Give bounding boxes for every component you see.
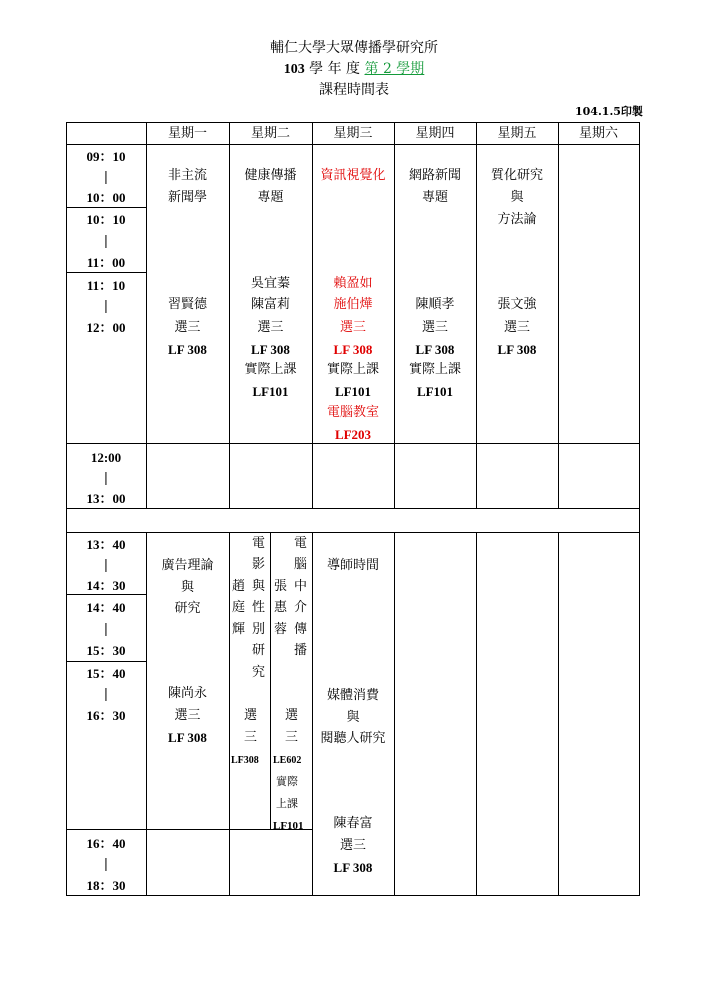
course-room-actual: LF101 [334, 384, 372, 399]
course-teacher-char: 庭 [232, 600, 246, 615]
year-number: 103 [283, 62, 305, 77]
course-teacher: 陳春富 [333, 816, 373, 831]
course-teacher: 陳富莉 [250, 297, 290, 312]
row-line [66, 594, 147, 595]
course-room: LF 308 [168, 342, 207, 357]
time-end: 14：30 [86, 578, 126, 593]
course-title: 專題 [421, 190, 448, 205]
course-type: 選三 [257, 320, 284, 335]
col-line [558, 533, 559, 896]
course-room-actual: LF101 [273, 820, 304, 832]
year-suffix: 學 年 度 [309, 61, 361, 77]
time-end: 16：30 [86, 708, 126, 723]
course-room-actual: LF101 [416, 384, 454, 399]
course-note: 實際上課 [244, 362, 297, 377]
time-end: 10：00 [86, 190, 126, 205]
time-start: 09：10 [86, 149, 126, 164]
course-title: 與 [180, 580, 194, 595]
course-title-char: 中 [294, 579, 308, 594]
time-end: 13：00 [86, 491, 126, 506]
course-teacher-char: 蓉 [274, 622, 288, 637]
col-line [558, 122, 559, 509]
course-title-char: 與 [252, 579, 266, 594]
border-top [66, 122, 640, 123]
time-start: 14：40 [86, 600, 126, 615]
course-title: 閱聽人研究 [320, 731, 386, 746]
course-room-lab: LF203 [334, 427, 372, 442]
course-title-char: 傳 [294, 622, 308, 637]
row-line [66, 532, 640, 533]
border-right [639, 122, 640, 896]
time-end: 11：00 [86, 255, 126, 270]
course-type: 選三 [339, 320, 366, 335]
course-title-char: 影 [252, 557, 266, 572]
col-line [229, 533, 230, 896]
time-start: 11：10 [86, 278, 126, 293]
time-sep: | [103, 471, 109, 486]
row-line [66, 272, 147, 273]
course-teacher: 陳順孝 [415, 297, 455, 312]
course-room-actual: LF101 [252, 384, 289, 399]
course-title: 非主流 [167, 168, 207, 183]
course-title-char: 介 [294, 600, 308, 615]
course-type-char: 三 [244, 730, 258, 745]
course-room: LF 308 [333, 342, 373, 357]
course-room: LE602 [273, 755, 302, 766]
course-title-char: 腦 [294, 557, 308, 572]
time-sep: | [103, 857, 109, 872]
row-line [66, 508, 640, 509]
course-title: 專題 [257, 190, 284, 205]
course-note-lab: 電腦教室 [326, 405, 379, 420]
day-header-thu: 星期四 [415, 126, 455, 141]
course-title: 新聞學 [167, 190, 207, 205]
course-room: LF 308 [251, 342, 290, 357]
row-line [66, 144, 640, 145]
course-note: 實際上課 [408, 362, 461, 377]
col-line [476, 533, 477, 896]
course-title: 與 [346, 710, 360, 725]
course-teacher-char: 張 [274, 579, 288, 594]
day-header-tue: 星期二 [250, 126, 290, 141]
course-title: 質化研究 [490, 168, 543, 183]
day-header-sat: 星期六 [578, 126, 618, 141]
semester-number: 第 2 學期 [364, 61, 425, 77]
course-room: LF 308 [333, 860, 373, 875]
course-title: 健康傳播 [244, 168, 297, 183]
time-sep: | [103, 170, 109, 185]
course-type-char: 選 [285, 708, 299, 723]
course-type-char: 三 [285, 730, 299, 745]
course-room: LF 308 [168, 730, 207, 745]
time-start: 16：40 [86, 836, 126, 851]
course-title-char: 電 [294, 536, 308, 551]
border-bottom [66, 895, 640, 896]
course-title-char: 電 [252, 536, 266, 551]
course-title-char: 究 [252, 665, 266, 680]
course-room: LF308 [231, 755, 259, 766]
row-line [66, 443, 640, 444]
time-sep: | [103, 622, 109, 637]
time-end: 12：00 [86, 320, 126, 335]
time-start: 12:00 [90, 450, 122, 465]
course-room: LF 308 [415, 342, 455, 357]
course-type: 選三 [174, 708, 201, 723]
time-sep: | [103, 299, 109, 314]
col-line [270, 533, 271, 830]
row-line [66, 829, 147, 830]
schedule-title: 課程時間表 [319, 82, 389, 98]
office-hours: 導師時間 [326, 558, 379, 573]
col-line [394, 533, 395, 896]
course-title: 廣告理論 [161, 558, 214, 573]
course-teacher: 張文強 [497, 297, 537, 312]
row-line [66, 207, 147, 208]
course-teacher-char: 輝 [232, 622, 246, 637]
time-sep: | [103, 558, 109, 573]
course-type: 選三 [174, 320, 201, 335]
course-title-char: 播 [294, 643, 308, 658]
course-room: LF 308 [497, 342, 537, 357]
course-teacher-char: 趙 [232, 579, 246, 594]
time-start: 15：40 [86, 666, 126, 681]
course-teacher-char: 惠 [274, 600, 288, 615]
course-title: 資訊視覺化 [320, 168, 386, 183]
day-header-fri: 星期五 [497, 126, 537, 141]
time-start: 10：10 [86, 212, 126, 227]
row-line [66, 661, 147, 662]
course-note: 實際 [276, 775, 298, 788]
time-sep: | [103, 234, 109, 249]
semester-title [0, 61, 708, 78]
course-title-char: 研 [252, 643, 266, 658]
course-type: 選三 [421, 320, 448, 335]
course-title: 與 [510, 190, 524, 205]
time-start: 13：40 [86, 537, 126, 552]
course-note: 上課 [276, 797, 298, 810]
day-header-wed: 星期三 [333, 126, 373, 141]
course-title: 研究 [174, 601, 201, 616]
school-title: 輔仁大學大眾傳播學研究所 [270, 40, 438, 56]
course-title: 方法論 [497, 212, 537, 227]
course-type: 選三 [339, 838, 366, 853]
day-header-mon: 星期一 [167, 126, 207, 141]
time-end: 18：30 [86, 878, 126, 893]
course-title-char: 別 [252, 622, 266, 637]
time-sep: | [103, 687, 109, 702]
course-note: 實際上課 [326, 362, 379, 377]
course-title-char: 性 [252, 600, 266, 615]
course-teacher: 習賢德 [167, 297, 207, 312]
course-type: 選三 [503, 320, 530, 335]
time-end: 15：30 [86, 643, 126, 658]
course-teacher: 施伯燁 [333, 297, 373, 312]
course-teacher: 吳宜蓁 [250, 276, 290, 291]
course-teacher: 賴盈如 [333, 276, 373, 291]
course-title: 網路新聞 [408, 168, 461, 183]
course-type-char: 選 [244, 708, 258, 723]
print-date: 104.1.5印製 [575, 105, 643, 118]
course-teacher: 陳尚永 [167, 686, 207, 701]
course-title: 媒體消費 [326, 688, 379, 703]
